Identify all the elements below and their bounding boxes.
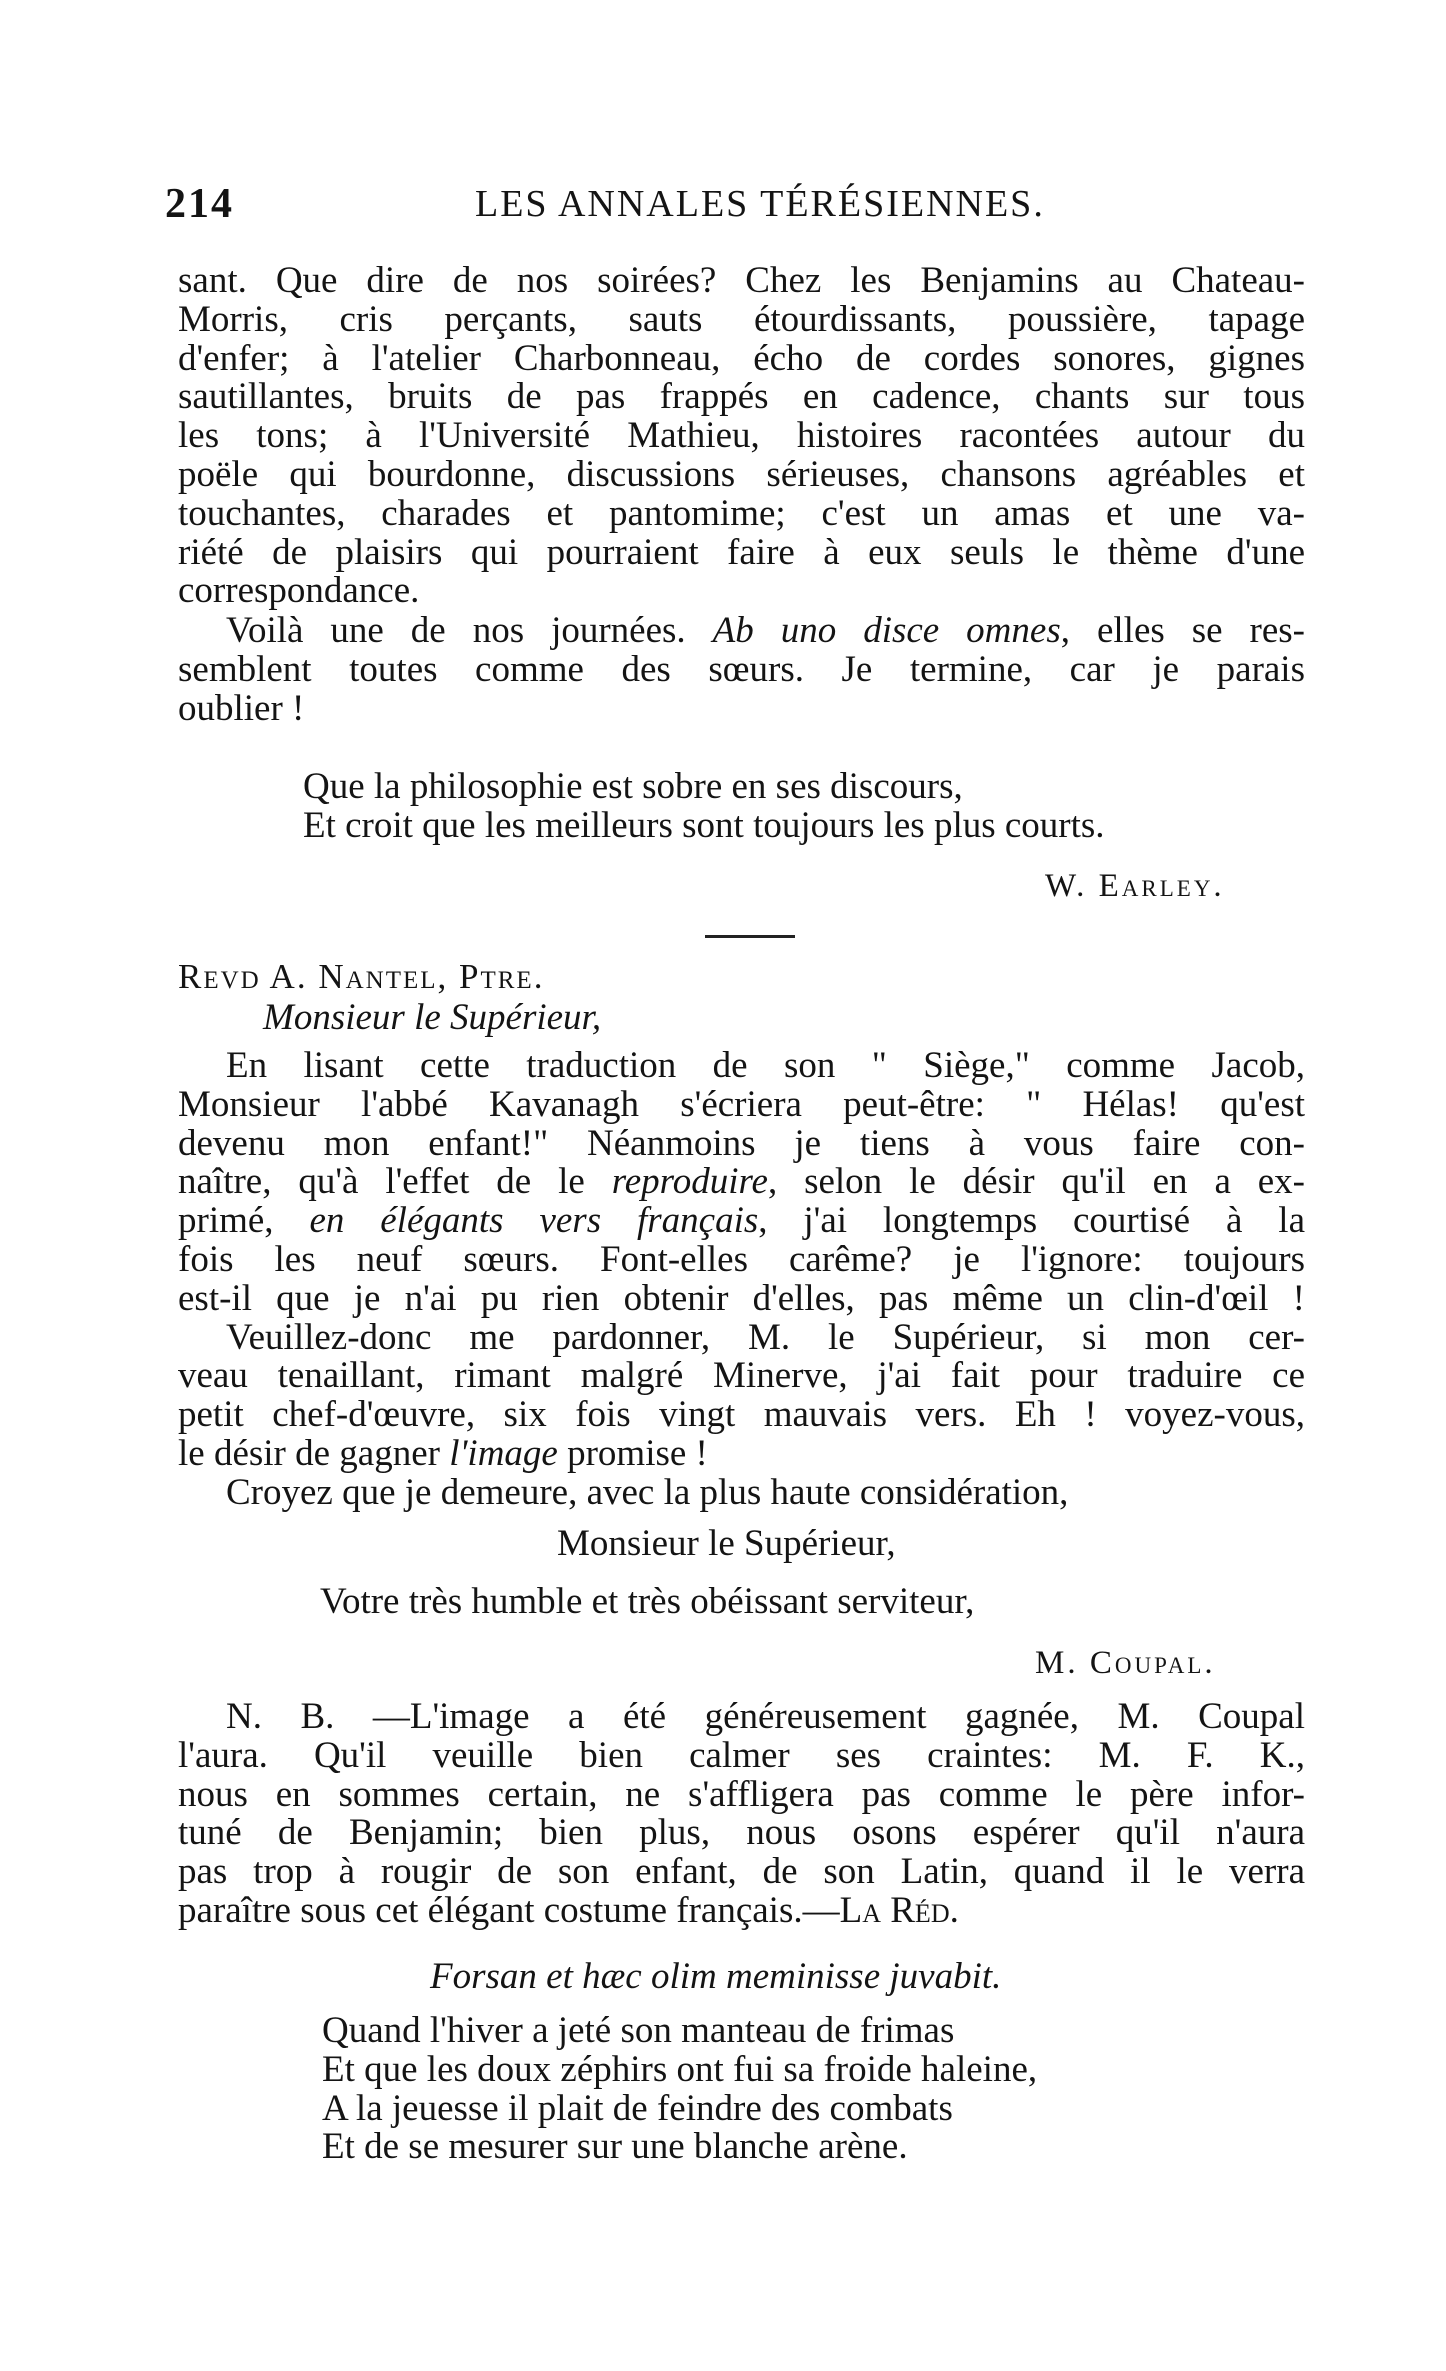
text-line: le désir de gagner l'image promise ! [178,1432,708,1474]
text-line: d'enfer; à l'atelier Charbonneau, écho de cordes sonores, gignes [178,337,1305,379]
signature-earley: W. Earley. [1045,868,1225,904]
editor-note [178,1698,1305,1931]
text-line: touchantes, charades et pantomime; c'est un amas et une va- [178,492,1305,534]
text-line: est-il que je n'ai pu rien obtenir d'elles, pas même un clin-d'œil ! [178,1277,1305,1319]
text-line: En lisant cette traduction de son " Siège," comme Jacob, [226,1045,1305,1086]
text-line: petit chef-d'œuvre, six fois vingt mauvais vers. Eh ! voyez-vous, [178,1394,1305,1436]
text-line: Voilà une de nos journées. Ab uno disce omnes, elles se res- [226,610,1305,651]
text-line: correspondance. [178,570,420,612]
verse-line: Que la philosophie est sobre en ses discours, [303,766,963,807]
text-line: fois les neuf sœurs. Font-elles carême? je l'ignore: toujours [178,1238,1305,1280]
editor-signature: La Réd. [839,1889,959,1931]
letter-addressee: Revd A. Nantel, Ptre. [178,957,545,996]
page-number: 214 [165,181,234,227]
paragraph-soirees [178,262,1305,611]
verse-line: Et de se mesurer sur une blanche arène. [322,2126,908,2168]
text-line: naître, qu'à l'effet de le reproduire, selon le désir qu'il en a ex- [178,1161,1306,1203]
text-line: Veuillez-donc me pardonner, M. le Supérieur, si mon cer- [226,1316,1305,1358]
text-line: pas trop à rougir de son enfant, de son Latin, quand il le verra [178,1851,1305,1893]
text-line: devenu mon enfant!" Néanmoins je tiens à vous faire con- [178,1122,1305,1164]
section-divider [705,935,795,938]
text-line: Monsieur l'abbé Kavanagh s'écriera peut-être: " Hélas! qu'est [178,1083,1305,1125]
epigraph: Forsan et hæc olim meminisse juvabit. [430,1956,1002,1997]
text-line: paraître sous cet élégant costume français.—La Réd. [178,1889,959,1931]
text-line: Croyez que je demeure, avec la plus haute considération, [226,1471,1069,1513]
text-line: oublier ! [178,687,305,729]
latin-phrase: Ab uno disce omnes [712,610,1061,651]
text-line: sautillantes, bruits de pas frappés en cadence, chants sur tous [178,376,1305,418]
paragraph-journees [178,612,1305,728]
verse-hiver [322,2012,1037,2167]
text-line: l'aura. Qu'il veuille bien calmer ses craintes: M. F. K., [178,1734,1305,1776]
text-line: semblent toutes comme des sœurs. Je termine, car je parais [178,648,1305,690]
text-line: sant. Que dire de nos soirées? Chez les Benjamins au Chateau- [178,260,1305,301]
verse-line: Et que les doux zéphirs ont fui sa froide haleine, [322,2048,1038,2090]
text-line: tuné de Benjamin; bien plus, nous osons espérer qu'il n'aura [178,1812,1305,1854]
text-line: N. B. —L'image a été généreusement gagnée, M. Coupal [226,1696,1305,1737]
letter-body [178,1047,1305,1513]
text-line: primé, en élégants vers français, j'ai longtemps courtisé à la [178,1200,1306,1242]
text-line: poële qui bourdonne, discussions sérieuses, chansons agréables et [178,453,1305,495]
signature-coupal: M. Coupal. [1035,1645,1216,1681]
running-title: LES ANNALES TÉRÉSIENNES. [475,183,1045,225]
verse-line: A la jeuesse il plait de feindre des combats [322,2087,953,2129]
verse-line: Quand l'hiver a jeté son manteau de frimas [322,2010,955,2051]
text-line: Morris, cris perçants, sauts étourdissants, poussière, tapage [178,298,1305,340]
text-line: les tons; à l'Université Mathieu, histoires racontées autour du [178,415,1305,457]
letter-closing-formula: Votre très humble et très obéissant serviteur, [320,1581,975,1622]
text-line: nous en sommes certain, ne s'affligera pas comme le père infor- [178,1773,1305,1815]
verse-philosophie [303,768,1105,846]
verse-line: Et croit que les meilleurs sont toujours les plus courts. [303,804,1105,846]
letter-salutation: Monsieur le Supérieur, [263,997,602,1038]
text-line: veau tenaillant, rimant malgré Minerve, j'ai fait pour traduire ce [178,1355,1305,1397]
text-line: riété de plaisirs qui pourraient faire à eux seuls le thème d'une [178,531,1305,573]
letter-closing-title: Monsieur le Supérieur, [557,1523,896,1564]
